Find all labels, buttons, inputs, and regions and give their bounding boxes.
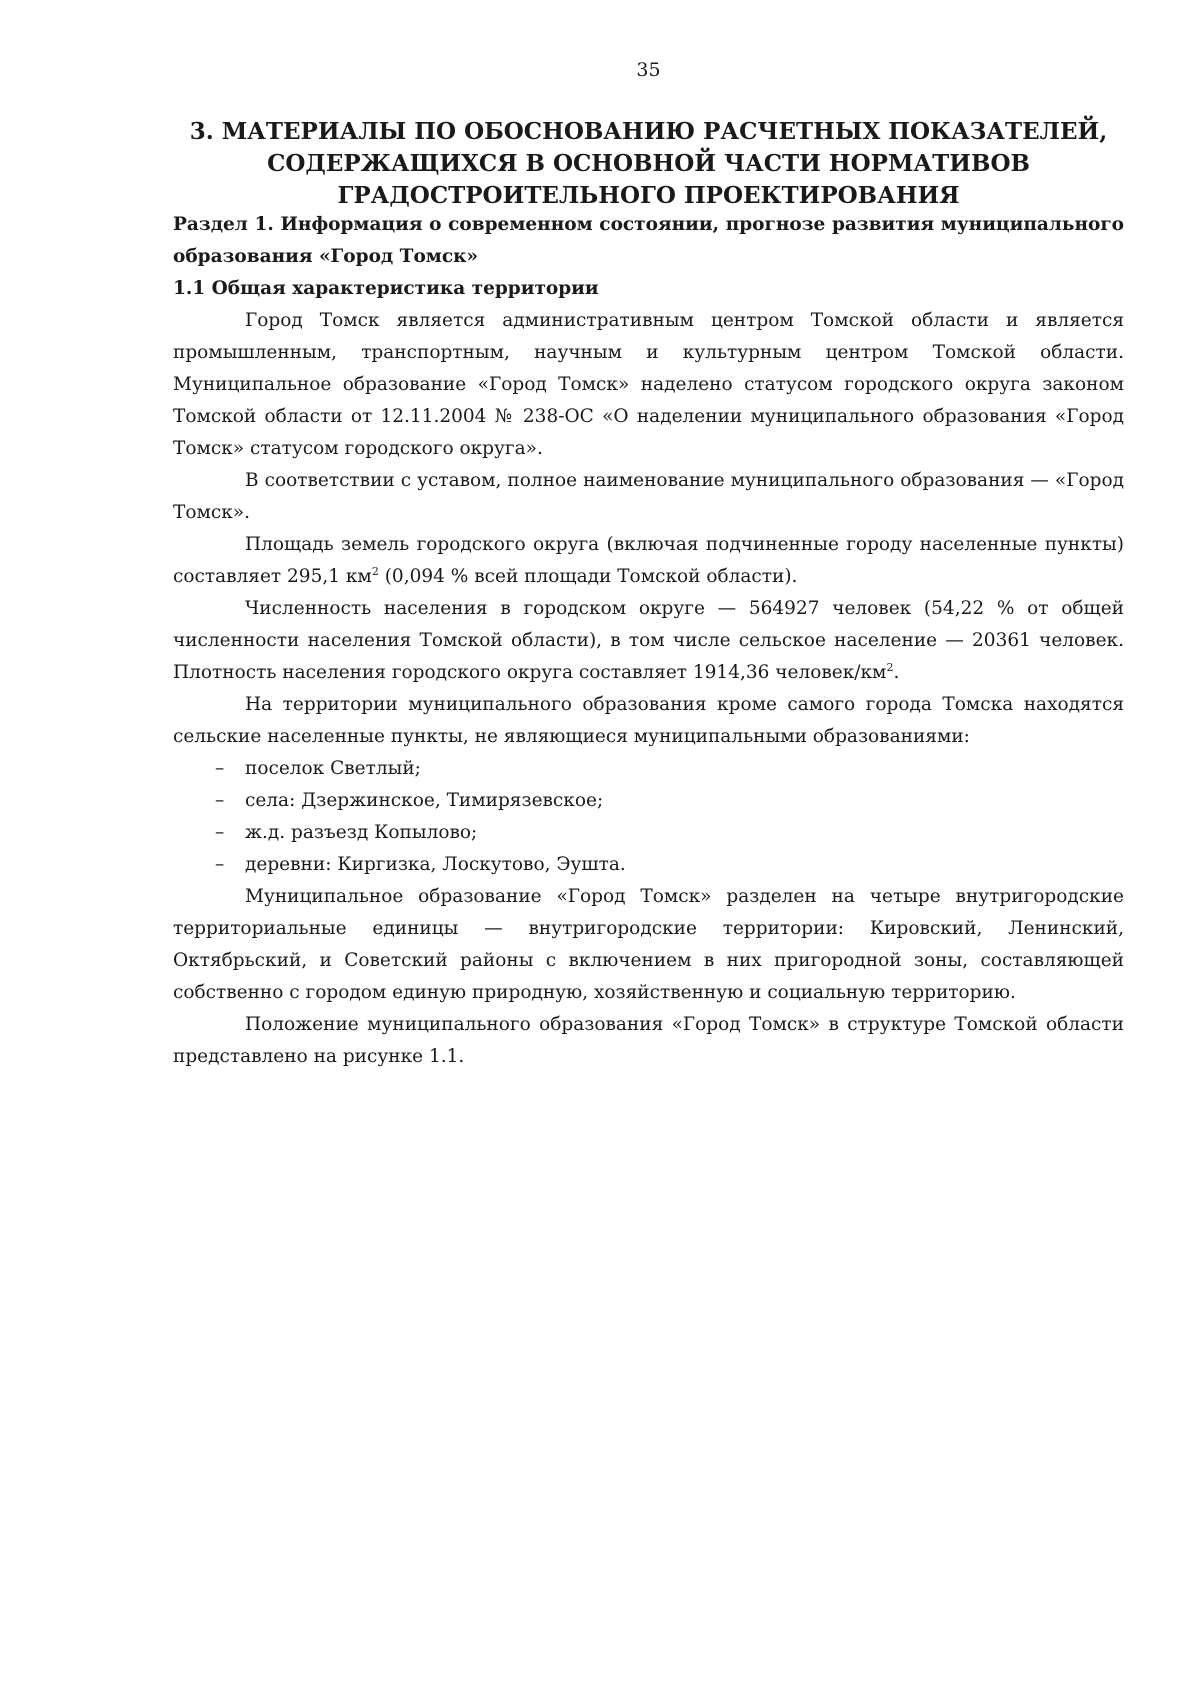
list-item-text: села: Дзержинское, Тимирязевское; — [245, 790, 604, 811]
list-item — [173, 849, 1124, 881]
population-text-end: . — [893, 662, 900, 683]
paragraph-area — [173, 529, 1124, 593]
list-item-text: поселок Светлый; — [245, 758, 421, 779]
section-heading: Раздел 1. Информация о современном состоянии, прогнозе развития муниципального образования «Город Томск» — [173, 214, 1124, 267]
chapter-title-line-1: 3. МАТЕРИАЛЫ ПО ОБОСНОВАНИЮ РАСЧЕТНЫХ ПОКАЗАТЕЛЕЙ, — [189, 118, 1108, 145]
list-item — [173, 785, 1124, 817]
population-text: Численность населения в городском округе — 564927 человек (54,22 % от общей численности населения Томской области), в том числе сельское население — 20361 человек. Плотность населения городского округа составляет 1914,36 человек/км — [173, 598, 1124, 683]
chapter-title-line-2: СОДЕРЖАЩИХСЯ В ОСНОВНОЙ ЧАСТИ НОРМАТИВОВ — [267, 150, 1030, 177]
list-item-text: деревни: Киргизка, Лоскутово, Эуштa. — [245, 854, 626, 875]
paragraph-districts: Муниципальное образование «Город Томск» разделен на четыре внутригородские территориальные единицы — внутригородские территории: Кировский, Ленинский, Октябрьский, и Советский районы с включением в них пригородной зоны, составляющей собственно с городом единую природную, хозяйственную и социальную территорию. — [173, 886, 1124, 1003]
subsection-heading: 1.1 Общая характеристика территории — [173, 278, 599, 299]
area-unit-superscript: 2 — [371, 564, 379, 578]
density-unit-superscript: 2 — [886, 660, 894, 674]
list-dash: – — [215, 822, 225, 843]
paragraph-settlements-intro: На территории муниципального образования кроме самого города Томска находятся сельские населенные пункты, не являющиеся муниципальными образованиями: — [173, 694, 1124, 747]
list-item — [173, 817, 1124, 849]
chapter-title — [173, 116, 1124, 212]
document-body — [173, 209, 1124, 1073]
list-dash: – — [215, 790, 225, 811]
document-page — [173, 0, 1124, 1697]
paragraph-population — [173, 593, 1124, 689]
paragraph-city-status: Город Томск является административным центром Томской области и является промышленным, транспортным, научным и культурным центром Томской области. Муниципальное образование «Город Томск» наделено статусом городского округа законом Томской области от 12.11.2004 № 238-ОС «О наделении муниципального образования «Город Томск» статусом городского округа». — [173, 310, 1124, 459]
list-dash: – — [215, 854, 225, 875]
list-dash: – — [215, 758, 225, 779]
area-text-end: (0,094 % всей площади Томской области). — [378, 566, 798, 587]
page-number: 35 — [636, 59, 661, 81]
paragraph-official-name: В соответствии с уставом, полное наименование муниципального образования — «Город Томск». — [173, 470, 1124, 523]
area-text: Площадь земель городского округа (включая подчиненные городу населенные пункты) составляет 295,1 км — [173, 534, 1124, 587]
settlements-list — [173, 753, 1124, 881]
chapter-title-line-3: ГРАДОСТРОИТЕЛЬНОГО ПРОЕКТИРОВАНИЯ — [337, 182, 960, 209]
list-item-text: ж.д. разъезд Копылово; — [245, 822, 478, 843]
list-item — [173, 753, 1124, 785]
paragraph-figure-reference: Положение муниципального образования «Город Томск» в структуре Томской области представлено на рисунке 1.1. — [173, 1014, 1124, 1067]
